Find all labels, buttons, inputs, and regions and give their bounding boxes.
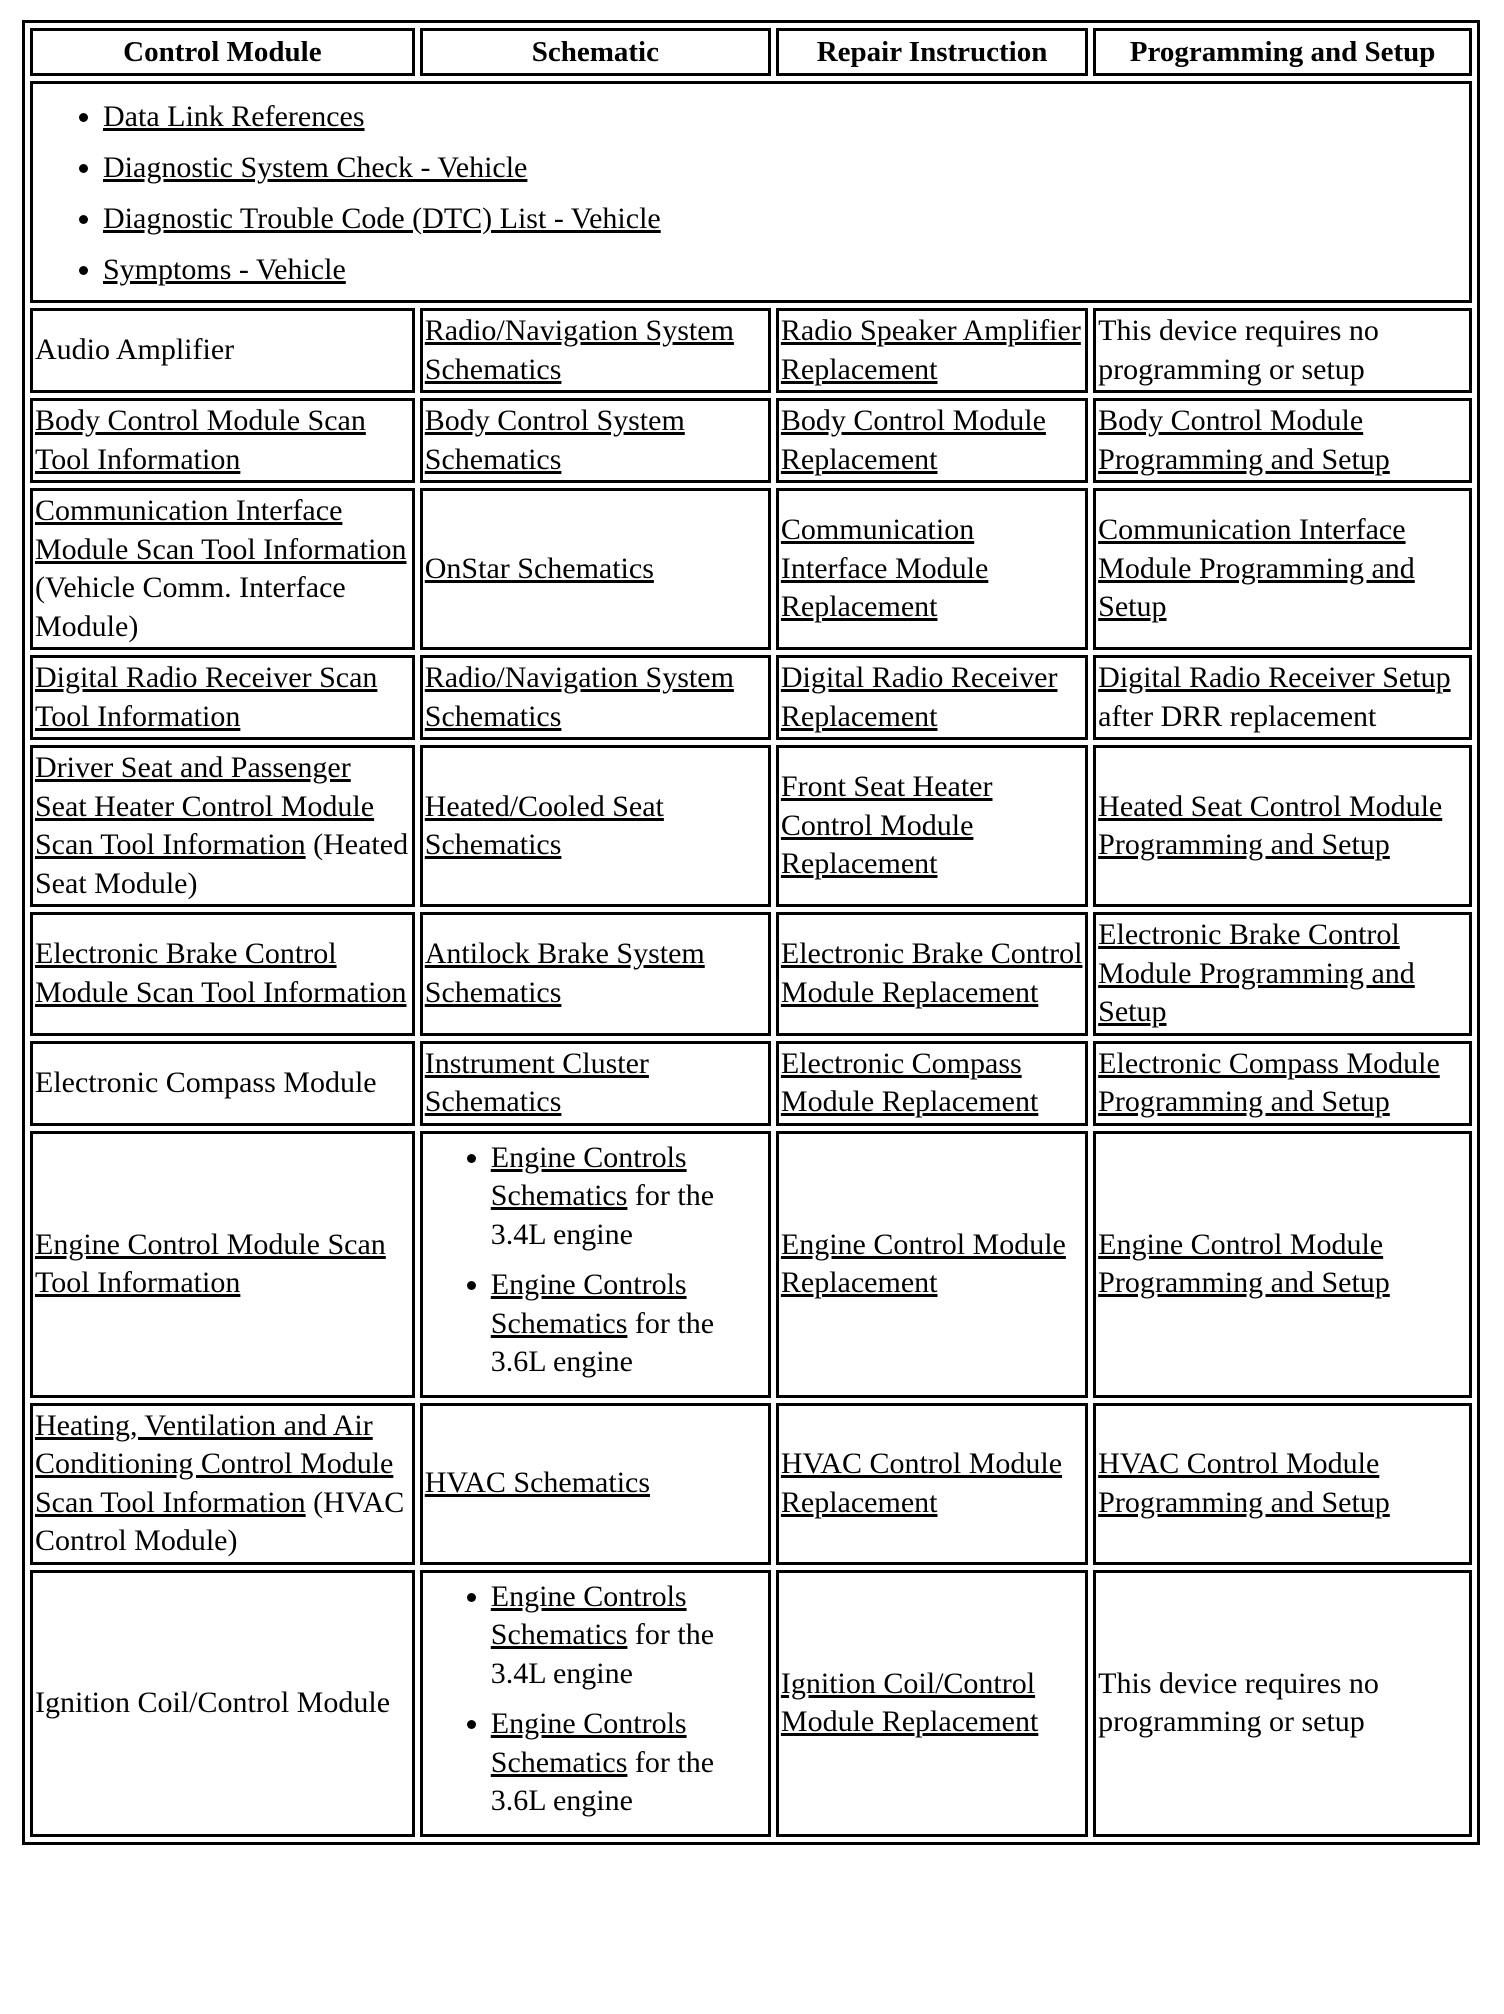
cell-text: after DRR replacement: [1098, 699, 1377, 733]
repair-instruction-cell: [776, 912, 1088, 1036]
document-link[interactable]: Engine Controls Schematics: [490, 1268, 687, 1340]
cell-text: (Vehicle Comm. Interface Module): [35, 571, 346, 643]
document-link[interactable]: Communication Interface Module Programming and Setup: [1098, 513, 1415, 624]
repair-instruction-cell: [776, 488, 1088, 650]
document-link[interactable]: Radio Speaker Amplifier Replacement: [780, 314, 1081, 386]
schematic-cell: [420, 488, 771, 650]
document-link[interactable]: Engine Controls Schematics: [490, 1707, 687, 1779]
document-link[interactable]: Ignition Coil/Control Module Replacement: [780, 1666, 1039, 1738]
schematic-cell: [420, 745, 771, 907]
programming-setup-cell: [1093, 912, 1472, 1036]
cell-text: for the 3.4L engine: [490, 1179, 715, 1251]
table-row: [30, 1041, 1472, 1126]
list-item: [491, 1578, 766, 1694]
document-link[interactable]: Heating, Ventilation and Air Conditioning Control Module Scan Tool Information: [35, 1408, 394, 1519]
repair-instruction-cell: [776, 398, 1088, 483]
document-link[interactable]: HVAC Control Module Programming and Setup: [1098, 1447, 1390, 1519]
control-module-cell: [30, 488, 415, 650]
repair-instruction-cell: [776, 308, 1088, 393]
programming-setup-cell: [1093, 488, 1472, 650]
document-link[interactable]: Instrument Cluster Schematics: [424, 1046, 649, 1118]
list-item: [103, 91, 1467, 142]
document-link[interactable]: Engine Control Module Programming and Setup: [1098, 1227, 1390, 1299]
document-link[interactable]: Engine Control Module Replacement: [780, 1227, 1066, 1299]
list-item: [491, 1139, 766, 1255]
cell-text: (Heated Seat Module): [35, 828, 409, 900]
repair-instruction-cell: [776, 745, 1088, 907]
cell-text: for the 3.4L engine: [490, 1618, 715, 1690]
document-link[interactable]: Electronic Brake Control Module Scan Tool Information: [35, 937, 407, 1009]
control-module-table: [22, 20, 1480, 1845]
repair-instruction-cell: [776, 1403, 1088, 1565]
programming-setup-cell: [1093, 1403, 1472, 1565]
document-link[interactable]: Communication Interface Module Scan Tool Information: [35, 494, 407, 566]
list-item: [491, 1266, 766, 1382]
schematic-cell: [420, 912, 771, 1036]
document-link[interactable]: Electronic Brake Control Module Replacement: [780, 937, 1083, 1009]
list-item: [103, 142, 1467, 193]
schematic-cell: [420, 308, 771, 393]
cell-text: Ignition Coil/Control Module: [35, 1685, 391, 1719]
document-link[interactable]: OnStar Schematics: [424, 551, 654, 585]
table-row: [30, 912, 1472, 1036]
schematic-cell: [420, 1403, 771, 1565]
document-link[interactable]: Front Seat Heater Control Module Replacement: [780, 770, 993, 881]
general-links-list: [35, 91, 1467, 295]
programming-setup-cell: [1093, 745, 1472, 907]
programming-setup-cell: [1093, 398, 1472, 483]
document-link[interactable]: Electronic Compass Module Programming and Setup: [1098, 1046, 1440, 1118]
schematic-cell: [420, 1570, 771, 1837]
repair-instruction-cell: [776, 1570, 1088, 1837]
table-row: [30, 745, 1472, 907]
general-links-row: [30, 81, 1472, 303]
table-row: [30, 1131, 1472, 1398]
control-module-cell: [30, 1041, 415, 1126]
programming-setup-cell: [1093, 308, 1472, 393]
programming-setup-cell: [1093, 1131, 1472, 1398]
document-link[interactable]: Body Control Module Scan Tool Information: [35, 404, 366, 476]
document-link[interactable]: Communication Interface Module Replacement: [780, 513, 989, 624]
document-link[interactable]: Electronic Brake Control Module Programming and Setup: [1098, 918, 1415, 1028]
list-item: [103, 193, 1467, 244]
control-module-cell: [30, 745, 415, 907]
cell-text: for the 3.6L engine: [490, 1306, 715, 1378]
programming-setup-cell: [1093, 1570, 1472, 1837]
cell-text: Electronic Compass Module: [35, 1065, 377, 1099]
repair-instruction-cell: [776, 655, 1088, 740]
control-module-cell: [30, 1570, 415, 1837]
symptoms-link[interactable]: Symptoms - Vehicle: [103, 253, 346, 286]
control-module-cell: [30, 912, 415, 1036]
document-link[interactable]: Electronic Compass Module Replacement: [780, 1046, 1039, 1118]
document-link[interactable]: Radio/Navigation System Schematics: [424, 314, 734, 386]
header-programming-setup: Programming and Setup: [1093, 28, 1472, 76]
header-schematic: Schematic: [420, 28, 771, 76]
dtc-list-link[interactable]: Diagnostic Trouble Code (DTC) List - Vehicle: [103, 202, 661, 235]
table-row: [30, 398, 1472, 483]
control-module-cell: [30, 1131, 415, 1398]
header-control-module: Control Module: [30, 28, 415, 76]
header-row: [30, 28, 1472, 76]
document-link[interactable]: Engine Controls Schematics: [490, 1579, 687, 1651]
schematic-cell: [420, 398, 771, 483]
document-link[interactable]: Radio/Navigation System Schematics: [424, 661, 734, 733]
header-repair-instruction: Repair Instruction: [776, 28, 1088, 76]
cell-text: for the 3.6L engine: [490, 1745, 715, 1817]
schematic-list: [425, 1578, 766, 1821]
document-link[interactable]: Engine Control Module Scan Tool Information: [35, 1227, 386, 1299]
document-link[interactable]: Digital Radio Receiver Setup: [1098, 661, 1451, 694]
document-link[interactable]: Digital Radio Receiver Replacement: [780, 661, 1058, 733]
schematic-list: [425, 1139, 766, 1382]
document-link[interactable]: Body Control Module Programming and Setup: [1098, 404, 1390, 476]
table-row: [30, 488, 1472, 650]
control-module-cell: [30, 655, 415, 740]
document-link[interactable]: Antilock Brake System Schematics: [424, 937, 705, 1009]
cell-text: This device requires no programming or setup: [1098, 314, 1379, 386]
document-link[interactable]: Driver Seat and Passenger Seat Heater Control Module Scan Tool Information: [35, 751, 375, 861]
list-item: [491, 1705, 766, 1821]
cell-text: Audio Amplifier: [35, 333, 235, 367]
document-link[interactable]: HVAC Schematics: [424, 1466, 651, 1500]
control-module-cell: [30, 398, 415, 483]
cell-text: This device requires no programming or setup: [1098, 1666, 1379, 1738]
document-link[interactable]: Heated/Cooled Seat Schematics: [424, 789, 664, 861]
cell-text: (HVAC Control Module): [35, 1485, 405, 1557]
schematic-cell: [420, 1131, 771, 1398]
document-link[interactable]: Engine Controls Schematics: [490, 1140, 687, 1212]
programming-setup-cell: [1093, 1041, 1472, 1126]
document-link[interactable]: Digital Radio Receiver Scan Tool Information: [35, 661, 378, 733]
repair-instruction-cell: [776, 1131, 1088, 1398]
general-links-cell: [30, 81, 1472, 303]
table-row: [30, 308, 1472, 393]
repair-instruction-cell: [776, 1041, 1088, 1126]
document-link[interactable]: Heated Seat Control Module Programming and Setup: [1098, 789, 1443, 861]
schematic-cell: [420, 1041, 771, 1126]
control-module-cell: [30, 1403, 415, 1565]
table-row: [30, 1403, 1472, 1565]
document-link[interactable]: Body Control Module Replacement: [780, 404, 1046, 476]
diagnostic-system-check-link[interactable]: Diagnostic System Check - Vehicle: [103, 151, 528, 184]
list-item: [103, 244, 1467, 295]
schematic-cell: [420, 655, 771, 740]
table-row: [30, 1570, 1472, 1837]
control-module-cell: [30, 308, 415, 393]
data-link-references-link[interactable]: Data Link References: [103, 100, 365, 133]
document-link[interactable]: Body Control System Schematics: [424, 404, 685, 476]
table-row: [30, 655, 1472, 740]
document-link[interactable]: HVAC Control Module Replacement: [780, 1447, 1063, 1519]
programming-setup-cell: [1093, 655, 1472, 740]
